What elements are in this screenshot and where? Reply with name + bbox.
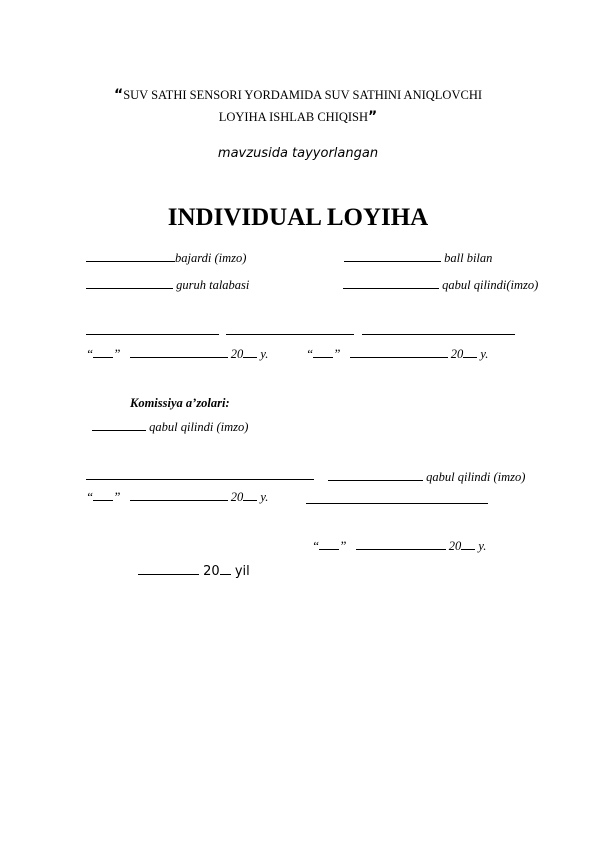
day-blank[interactable]	[313, 347, 333, 358]
ball-label: ball bilan	[444, 251, 493, 265]
student-name-blank[interactable]	[86, 324, 219, 335]
student-surname-blank[interactable]	[226, 324, 300, 335]
commission-accept-label: qabul qilindi (imzo)	[149, 420, 249, 434]
date-row-left	[86, 347, 268, 361]
commission-accept-row	[92, 420, 248, 434]
guruh-row	[86, 278, 249, 292]
date-open-quote: “	[86, 346, 94, 361]
commission-right-row	[328, 470, 525, 484]
date-open-quote: “	[312, 538, 320, 553]
month-blank[interactable]	[130, 347, 228, 358]
footer-year-prefix: 20	[203, 564, 220, 579]
month-blank[interactable]	[130, 490, 228, 501]
day-blank[interactable]	[93, 347, 113, 358]
project-topic-line-2	[0, 110, 596, 124]
guruh-label: guruh talabasi	[176, 278, 250, 292]
commission-signature-blank[interactable]	[92, 420, 146, 431]
footer-year-row	[138, 564, 250, 578]
close-quote: ”	[368, 109, 378, 125]
topic-text-line-1: SUV SATHI SENSORI YORDAMIDA SUV SATHINI ANIQLOVCHI	[123, 88, 483, 102]
bajardi-label: bajardi (imzo)	[175, 251, 247, 265]
commission-name-blank-row	[86, 468, 314, 484]
page-title: INDIVIDUAL LOYIHA	[167, 204, 429, 231]
teacher-name-blank[interactable]	[362, 324, 515, 335]
year-blank[interactable]	[243, 347, 257, 358]
year-suffix: y.	[478, 539, 487, 553]
year-suffix: y.	[260, 490, 269, 504]
month-blank[interactable]	[356, 539, 446, 550]
name-blanks-row	[86, 323, 300, 339]
subtitle: mavzusida tayyorlangan	[217, 146, 379, 161]
qabul-row	[343, 278, 538, 292]
teacher-initial-blank[interactable]	[300, 324, 354, 335]
signature-blank[interactable]	[86, 251, 175, 262]
year-blank[interactable]	[243, 490, 257, 501]
date-close-quote: ”	[113, 489, 121, 504]
year-suffix: y.	[260, 347, 269, 361]
commission-right-label: qabul qilindi (imzo)	[426, 470, 526, 484]
open-quote: “	[113, 87, 124, 103]
date-close-quote: ”	[333, 346, 341, 361]
bajardi-row	[86, 251, 246, 265]
commission-right-blank[interactable]	[328, 470, 423, 481]
accepted-blank[interactable]	[343, 278, 439, 289]
date-open-quote: “	[86, 489, 94, 504]
commission-date-row-right	[312, 539, 486, 553]
year-blank[interactable]	[461, 539, 475, 550]
date-row-right	[306, 347, 488, 361]
topic-text-line-2: LOYIHA ISHLAB CHIQISH	[218, 110, 369, 124]
commission-heading: Komissiya a’zolari:	[130, 396, 230, 410]
footer-year-suffix: yil	[234, 564, 250, 579]
day-blank[interactable]	[319, 539, 339, 550]
commission-member-blank-row	[306, 492, 488, 508]
group-blank[interactable]	[86, 278, 173, 289]
year-blank[interactable]	[463, 347, 477, 358]
ball-row	[344, 251, 492, 265]
commission-name-blank[interactable]	[86, 469, 314, 480]
project-topic-line-1	[0, 88, 596, 102]
year-prefix: 20	[450, 347, 464, 361]
date-close-quote: ”	[339, 538, 347, 553]
footer-year-blank[interactable]	[220, 564, 231, 575]
year-prefix: 20	[448, 539, 462, 553]
qabul-label: qabul qilindi(imzo)	[442, 278, 539, 292]
year-prefix: 20	[230, 490, 244, 504]
year-prefix: 20	[230, 347, 244, 361]
commission-member-blank[interactable]	[306, 493, 488, 504]
commission-date-row	[86, 490, 268, 504]
teacher-blanks-row	[300, 323, 515, 339]
score-blank[interactable]	[344, 251, 441, 262]
month-blank[interactable]	[350, 347, 448, 358]
footer-blank[interactable]	[138, 564, 199, 575]
day-blank[interactable]	[93, 490, 113, 501]
year-suffix: y.	[480, 347, 489, 361]
date-close-quote: ”	[113, 346, 121, 361]
date-open-quote: “	[306, 346, 314, 361]
